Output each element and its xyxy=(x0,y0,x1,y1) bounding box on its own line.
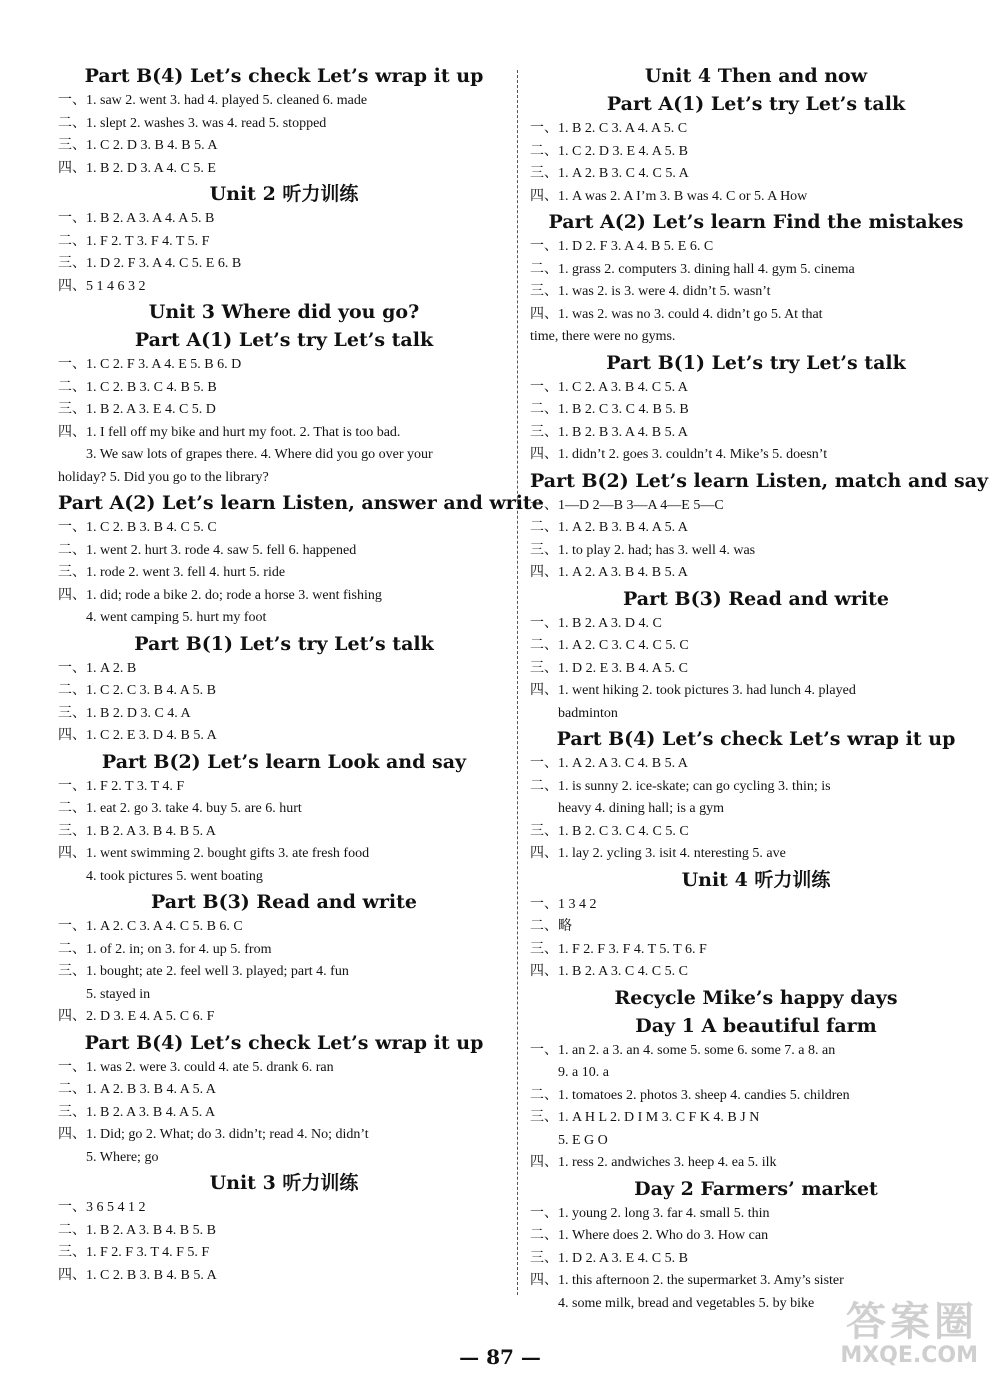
section-heading: Part B(2) Let’s learn Listen, match and say xyxy=(530,469,989,492)
answer-line: 四、1. ress 2. andwiches 3. heep 4. ea 5. ilk xyxy=(530,1155,777,1170)
answer-line: 四、2. D 3. E 4. A 5. C 6. F xyxy=(58,1009,215,1024)
answer-line: 一、1. saw 2. went 3. had 4. played 5. cleaned 6. made xyxy=(58,93,368,108)
answer-line: time, there were no gyms. xyxy=(530,329,676,344)
answer-line: 一、1. A 2. A 3. C 4. B 5. A xyxy=(530,756,688,771)
answer-line: 二、1. B 2. C 3. C 4. B 5. B xyxy=(530,402,689,417)
answer-line: 一、1. was 2. were 3. could 4. ate 5. drank 6. ran xyxy=(58,1059,334,1075)
section-heading: Part A(2) Let’s learn Listen, answer and write xyxy=(58,492,544,514)
answer-line: 二、1. B 2. A 3. B 4. B 5. B xyxy=(58,1222,216,1238)
left-column xyxy=(58,62,544,1287)
answer-line: 四、1. Did; go 2. What; do 3. didn’t; read 4. No; didn’t xyxy=(58,1127,369,1142)
section-heading: Part B(1) Let’s try Let’s talk xyxy=(606,351,906,374)
answer-line: heavy 4. dining hall; is a gym xyxy=(558,801,725,816)
section-heading: Unit 3 听力训练 xyxy=(209,1172,359,1194)
answer-line: 5. E G O xyxy=(558,1132,608,1148)
answer-line: 四、1. A 2. A 3. B 4. B 5. A xyxy=(530,565,688,580)
answer-line: 一、1. A 2. B xyxy=(58,660,137,676)
answer-line: 四、1. lay 2. ycling 3. isit 4. nteresting 5. ave xyxy=(530,846,786,861)
section-heading: Day 1 A beautiful farm xyxy=(635,1014,877,1037)
answer-line: 三、1. F 2. F 3. T 4. F 5. F xyxy=(58,1245,210,1260)
answer-line: 二、1. went 2. hurt 3. rode 4. saw 5. fell 6. happened xyxy=(58,542,357,558)
answer-line: 三、1. D 2. E 3. B 4. A 5. C xyxy=(530,660,688,676)
section-heading: Part B(3) Read and write xyxy=(151,891,417,913)
answer-line: 一、1. C 2. B 3. B 4. C 5. C xyxy=(58,520,217,535)
answer-line: 一、1. an 2. a 3. an 4. some 5. some 6. some 7. a 8. an xyxy=(530,1042,836,1058)
column-divider xyxy=(517,70,518,1295)
answer-line: 三、1. B 2. A 3. B 4. B 5. A xyxy=(58,823,216,839)
answer-line: 二、略 xyxy=(530,919,572,934)
answer-line: 二、1. A 2. C 3. C 4. C 5. C xyxy=(530,638,689,653)
answer-line: 二、1. Where does 2. Who do 3. How can xyxy=(530,1228,769,1243)
answer-line: 三、1. B 2. C 3. C 4. C 5. C xyxy=(530,823,689,839)
answer-line: 二、1. tomatoes 2. photos 3. sheep 4. candies 5. children xyxy=(530,1087,850,1103)
answer-line: 4. took pictures 5. went boating xyxy=(86,868,263,884)
answer-line: 四、1. B 2. A 3. C 4. C 5. C xyxy=(530,964,688,979)
answer-line: 二、1. is sunny 2. ice-skate; can go cycling 3. thin; is xyxy=(530,778,831,794)
section-heading: Day 2 Farmers’ market xyxy=(634,1177,878,1200)
answer-line: 四、1. went swimming 2. bought gifts 3. ate fresh food xyxy=(58,846,370,861)
answer-line: 三、1. A 2. B 3. C 4. C 5. A xyxy=(530,166,689,181)
answer-line: 三、1. bought; ate 2. feel well 3. played; part 4. fun xyxy=(58,964,349,979)
section-heading: Unit 4 Then and now xyxy=(644,65,868,87)
watermark-site: MXQE.COM xyxy=(840,1343,978,1368)
answer-line: 二、1. C 2. C 3. B 4. A 5. B xyxy=(58,683,216,698)
answer-line: 一、1. F 2. T 3. T 4. F xyxy=(58,778,185,794)
section-heading: Unit 4 听力训练 xyxy=(681,868,831,891)
answer-line: 3. We saw lots of grapes there. 4. Where did you go over your xyxy=(86,447,433,462)
answer-line: 一、1. B 2. A 3. D 4. C xyxy=(530,615,662,631)
answer-line: 4. went camping 5. hurt my foot xyxy=(86,610,267,625)
answer-line: 5. stayed in xyxy=(86,986,151,1002)
section-heading: Unit 2 听力训练 xyxy=(209,183,359,205)
answer-line: 四、1. went hiking 2. took pictures 3. had lunch 4. played xyxy=(530,683,856,698)
answer-line: 一、1. young 2. long 3. far 4. small 5. thin xyxy=(530,1205,770,1221)
answer-line: 四、5 1 4 6 3 2 xyxy=(58,278,146,294)
answer-line: 一、1. A 2. C 3. A 4. C 5. B 6. C xyxy=(58,919,243,934)
answer-line: 二、1. C 2. D 3. E 4. A 5. B xyxy=(530,143,688,159)
section-heading: Part B(4) Let’s check Let’s wrap it up xyxy=(84,1031,484,1054)
answer-line: 一、1. B 2. C 3. A 4. A 5. C xyxy=(530,121,688,136)
answer-line: 四、1. C 2. E 3. D 4. B 5. A xyxy=(58,728,217,743)
answer-line: 二、1. eat 2. go 3. take 4. buy 5. are 6. hurt xyxy=(58,801,302,816)
answer-line: 一、1. C 2. F 3. A 4. E 5. B 6. D xyxy=(58,357,242,372)
answer-line: 二、1. F 2. T 3. F 4. T 5. F xyxy=(58,233,210,249)
answer-line: 四、1. B 2. D 3. A 4. C 5. E xyxy=(58,160,216,176)
answer-line: 二、1. slept 2. washes 3. was 4. read 5. stopped xyxy=(58,115,327,131)
answer-line: 三、1. D 2. A 3. E 4. C 5. B xyxy=(530,1250,688,1266)
answer-line: 二、1. A 2. B 3. B 4. A 5. A xyxy=(530,520,688,535)
answer-line: 三、1. B 2. A 3. E 4. C 5. D xyxy=(58,402,216,417)
answer-line: 三、1. D 2. F 3. A 4. C 5. E 6. B xyxy=(58,256,242,271)
answer-line: badminton xyxy=(558,705,618,721)
answer-line: 四、1. C 2. B 3. B 4. B 5. A xyxy=(58,1267,217,1283)
page-number: — 87 — xyxy=(459,1345,541,1369)
answer-line: 四、1. didn’t 2. goes 3. couldn’t 4. Mike’s 5. doesn’t xyxy=(530,447,828,462)
section-heading: Part B(2) Let’s learn Look and say xyxy=(101,750,467,773)
answer-line: 三、1. rode 2. went 3. fell 4. hurt 5. ride xyxy=(58,565,286,580)
watermark xyxy=(803,1300,978,1375)
answer-line: 三、1. C 2. D 3. B 4. B 5. A xyxy=(58,138,218,153)
answer-line: 一、3 6 5 4 1 2 xyxy=(58,1200,146,1215)
answer-line: 三、1. F 2. F 3. F 4. T 5. T 6. F xyxy=(530,941,707,957)
answer-line: 三、1. was 2. is 3. were 4. didn’t 5. wasn’t xyxy=(530,284,771,299)
answer-line: 四、1. did; rode a bike 2. do; rode a horse 3. went fishing xyxy=(58,587,382,603)
answer-line: 9. a 10. a xyxy=(558,1065,609,1080)
section-heading: Part A(1) Let’s try Let’s talk xyxy=(134,329,434,351)
answer-line: 二、1. C 2. B 3. C 4. B 5. B xyxy=(58,379,217,395)
section-heading: Part B(4) Let’s check Let’s wrap it up xyxy=(556,728,956,750)
section-heading: Recycle Mike’s happy days xyxy=(614,986,898,1009)
section-heading: Part A(1) Let’s try Let’s talk xyxy=(606,93,906,115)
answer-line: 一、1—D 2—B 3—A 4—E 5—C xyxy=(530,497,724,513)
answer-line: 5. Where; go xyxy=(86,1149,159,1165)
answer-line: 三、1. B 2. D 3. C 4. A xyxy=(58,705,191,721)
answer-line: 三、1. B 2. A 3. B 4. A 5. A xyxy=(58,1104,216,1120)
answer-line: 三、1. B 2. B 3. A 4. B 5. A xyxy=(530,424,688,440)
answer-line: 三、1. to play 2. had; has 3. well 4. was xyxy=(530,542,756,558)
answer-line: 二、1. grass 2. computers 3. dining hall 4. gym 5. cinema xyxy=(530,261,855,277)
answer-line: 一、1. D 2. F 3. A 4. B 5. E 6. C xyxy=(530,239,714,254)
section-heading: Part B(4) Let’s check Let’s wrap it up xyxy=(84,65,484,87)
answer-line: 四、1. I fell off my bike and hurt my foot. 2. That is too bad. xyxy=(58,424,401,440)
answer-line: 二、1. A 2. B 3. B 4. A 5. A xyxy=(58,1082,216,1097)
answer-line: 四、1. this afternoon 2. the supermarket 3. Amy’s sister xyxy=(530,1273,844,1288)
watermark-logo: 答案圈 xyxy=(846,1299,978,1345)
right-column xyxy=(530,62,989,1315)
answer-line: 四、1. A was 2. A I’m 3. B was 4. C or 5. A How xyxy=(530,188,808,204)
answer-line: 一、1 3 4 2 xyxy=(530,896,597,912)
section-heading: Part B(1) Let’s try Let’s talk xyxy=(134,632,434,655)
answer-line: 一、1. C 2. A 3. B 4. C 5. A xyxy=(530,379,688,395)
answer-line: 一、1. B 2. A 3. A 4. A 5. B xyxy=(58,211,215,226)
section-heading: Part A(2) Let’s learn Find the mistakes xyxy=(548,211,964,233)
section-heading: Unit 3 Where did you go? xyxy=(148,301,420,323)
answer-line: 三、1. A H L 2. D I M 3. C F K 4. B J N xyxy=(530,1110,760,1125)
answer-line: 4. some milk, bread and vegetables 5. by bike xyxy=(558,1295,815,1311)
section-heading: Part B(3) Read and write xyxy=(623,587,889,610)
answer-line: holiday? 5. Did you go to the library? xyxy=(58,469,269,485)
answer-line: 四、1. was 2. was no 3. could 4. didn’t go 5. At that xyxy=(530,306,823,322)
answer-line: 二、1. of 2. in; on 3. for 4. up 5. from xyxy=(58,941,272,957)
